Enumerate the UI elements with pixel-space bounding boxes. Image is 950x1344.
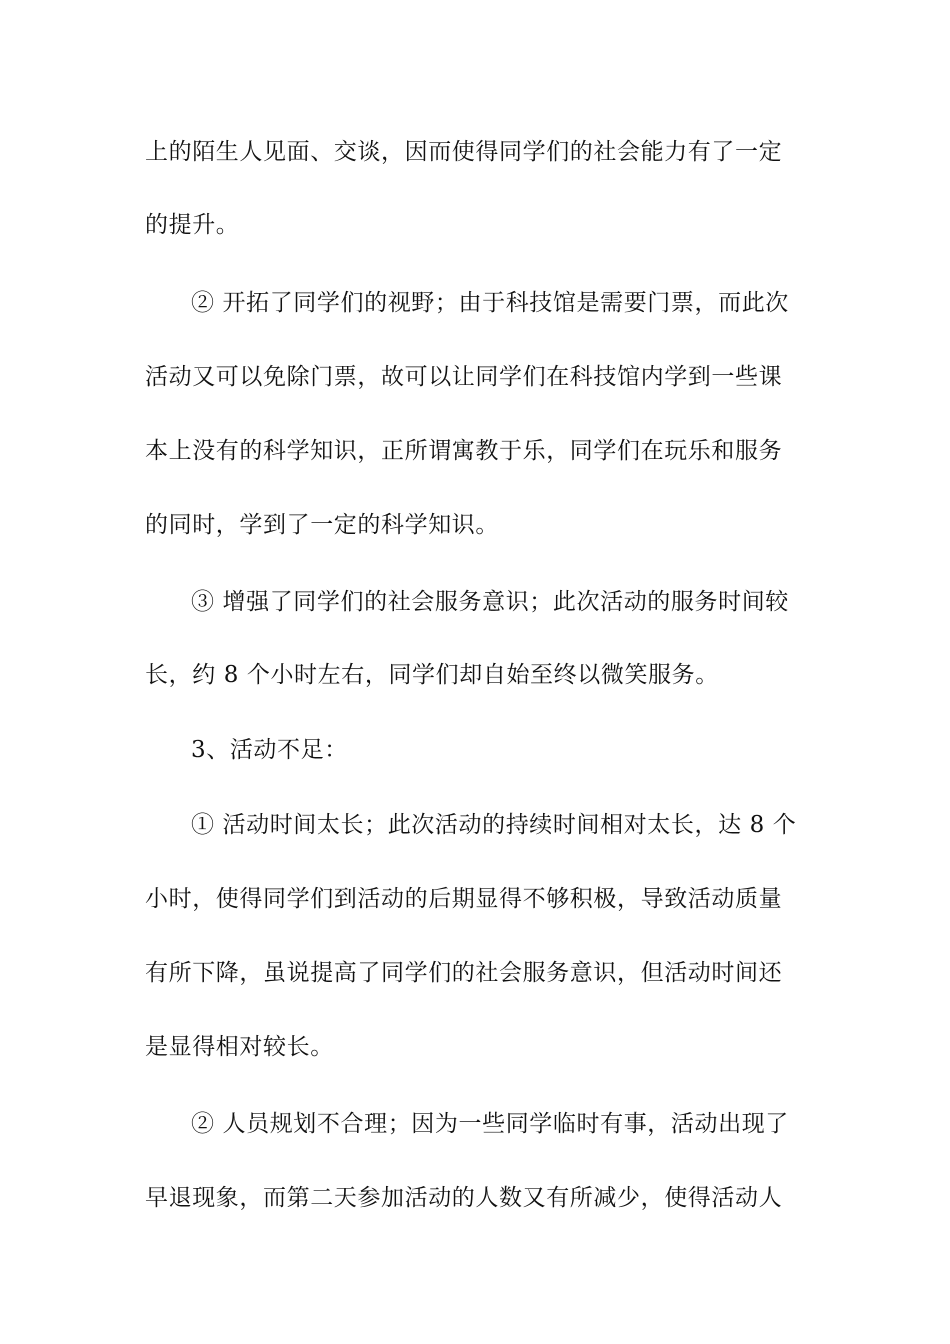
text-line: 的提升。 (145, 212, 240, 238)
text-line: 本上没有的科学知识，正所谓寓教于乐，同学们在玩乐和服务 (145, 438, 783, 464)
text-line: 上的陌生人见面、交谈，因而使得同学们的社会能力有了一定 (145, 139, 783, 165)
text-line: 早退现象，而第二天参加活动的人数又有所减少，使得活动人 (145, 1185, 783, 1211)
text-line: 活动又可以免除门票，故可以让同学们在科技馆内学到一些课 (145, 364, 783, 390)
text-line: 的同时，学到了一定的科学知识。 (145, 512, 499, 538)
paragraph-2b-start: ② 人员规划不合理；因为一些同学临时有事，活动出现了 (191, 1111, 789, 1137)
text-line: 小时，使得同学们到活动的后期显得不够积极，导致活动质量 (145, 886, 783, 912)
text-line: 有所下降，虽说提高了同学们的社会服务意识，但活动时间还 (145, 960, 783, 986)
section-heading: 3、活动不足： (191, 737, 348, 763)
paragraph-2-start: ② 开拓了同学们的视野；由于科技馆是需要门票，而此次 (191, 290, 789, 316)
paragraph-1-start: ① 活动时间太长；此次活动的持续时间相对太长，达 8 个 (191, 812, 797, 838)
paragraph-3-start: ③ 增强了同学们的社会服务意识；此次活动的服务时间较 (191, 589, 789, 615)
text-line: 是显得相对较长。 (145, 1034, 334, 1060)
text-line: 长，约 8 个小时左右，同学们却自始至终以微笑服务。 (145, 662, 719, 688)
